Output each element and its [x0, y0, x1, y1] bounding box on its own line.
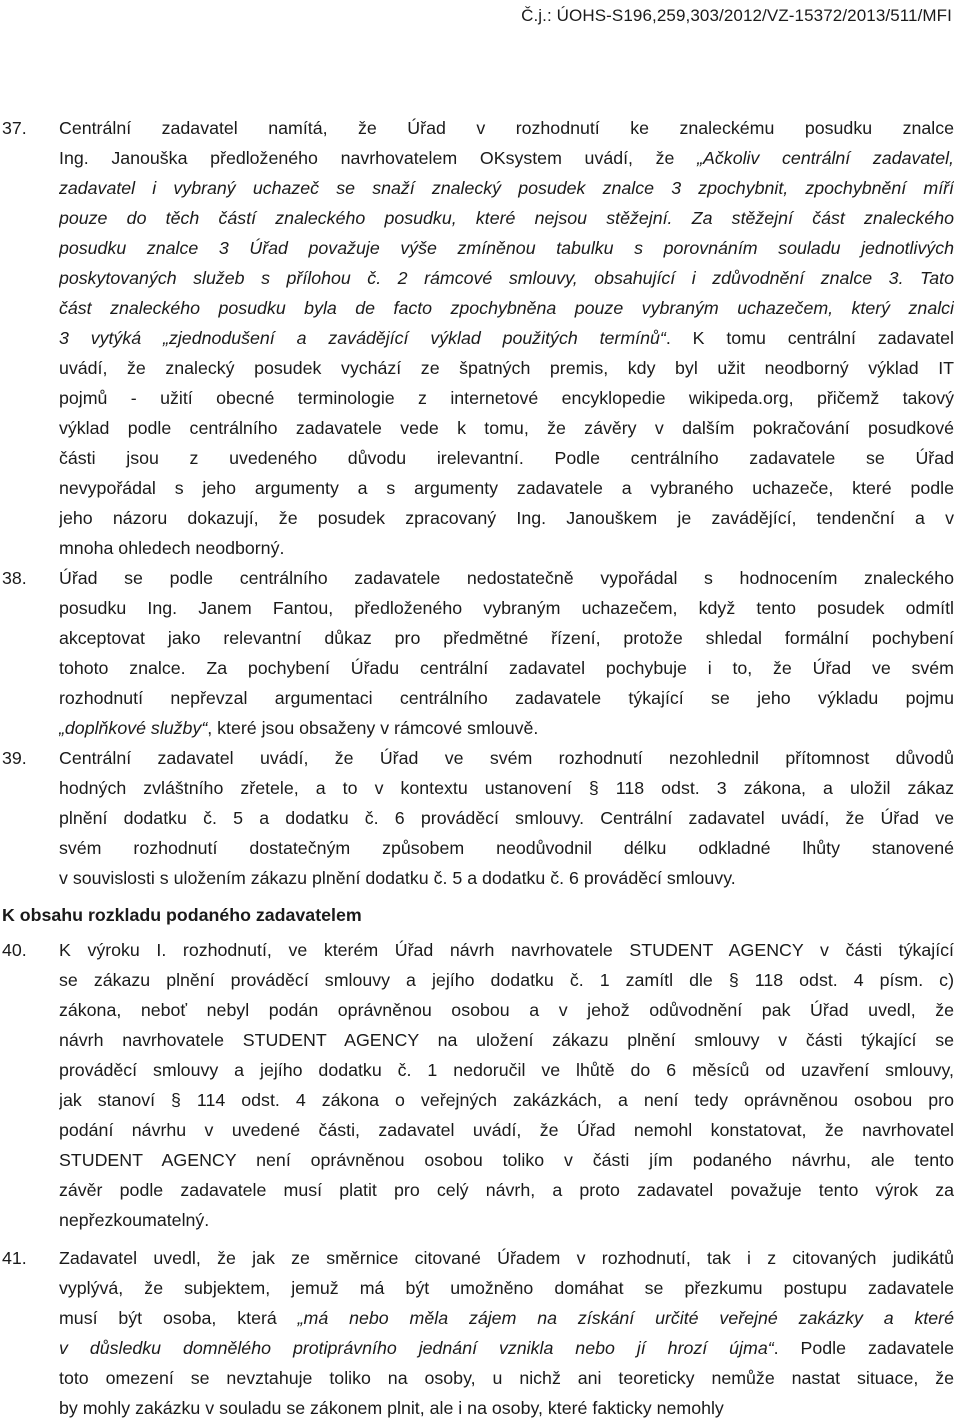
- paragraph-line: [59, 203, 954, 233]
- paragraph-line: [59, 1115, 954, 1145]
- italic-quote-text: posudku znalce 3 Úřad považuje výše zmíněnou tabulku s porovnáním souladu jednotlivých: [59, 238, 954, 258]
- body-text: podání návrhu v uvedené části, zadavatel uvádí, že Úřad nemohl konstatovat, že navrhovatel: [59, 1120, 954, 1140]
- paragraph-line: [59, 623, 954, 653]
- italic-quote-text: pouze do těch částí znaleckého posudku, které nejsou stěžejní. Za stěžejní část znaleckého: [59, 208, 954, 228]
- paragraph-line: [59, 1205, 954, 1235]
- paragraph-line: [59, 113, 954, 143]
- paragraph-number: 38.: [2, 568, 27, 588]
- paragraph-line: [59, 773, 954, 803]
- paragraph-line: [59, 1243, 954, 1273]
- body-text: se zákazu plnění prováděcí smlouvy a jejího dodatku č. 1 zamítl dle § 118 odst. 4 písm. c): [59, 970, 954, 990]
- paragraph-line: [59, 173, 954, 203]
- italic-quote-text: část znaleckého posudku byla de facto zpochybněna pouze vybraným uchazečem, který znalci: [59, 298, 954, 318]
- paragraph-line: [59, 503, 954, 533]
- italic-quote-text: „doplňkové služby“: [59, 718, 208, 738]
- paragraph-line: [59, 1363, 954, 1393]
- body-text: K výroku I. rozhodnutí, ve kterém Úřad návrh navrhovatele STUDENT AGENCY v části týkající: [59, 940, 954, 960]
- section-heading: K obsahu rozkladu podaného zadavatelem: [2, 905, 362, 925]
- paragraph-line: [59, 995, 954, 1025]
- paragraph-line: [59, 1085, 954, 1115]
- paragraph-line: [59, 1175, 954, 1205]
- body-text: posudku Ing. Janem Fantou, předloženého vybraným uchazečem, když tento posudek odmítl: [59, 598, 954, 618]
- body-text: prováděcí smlouvy a jejího dodatku č. 1 nedoručil ve lhůtě do 6 měsíců od uzavření smlouvy,: [59, 1060, 954, 1080]
- body-text: zákona, neboť nebyl podán oprávněnou osobou a v jehož odůvodnění pak Úřad uvedl, že: [59, 1000, 954, 1020]
- body-text: tohoto znalce. Za pochybení Úřadu centrální zadavatel pochybuje i to, že Úřad ve svém: [59, 658, 954, 678]
- italic-quote-text: „má nebo měla zájem na získání určité veřejné zakázky a které: [297, 1308, 954, 1328]
- body-text: . K tomu centrální zadavatel: [665, 328, 954, 348]
- paragraph-line: [59, 323, 954, 353]
- body-text: nevypořádal s jeho argumenty a s argumenty zadavatele a vybraného uchazeče, které podle: [59, 478, 954, 498]
- paragraph-line: [59, 443, 954, 473]
- body-text: akceptovat jako relevantní důkaz pro předmětné řízení, protože shledal formální pochybení: [59, 628, 954, 648]
- body-text: nepřezkoumatelný.: [59, 1210, 210, 1230]
- paragraph-line: [59, 1333, 954, 1363]
- body-text: Centrální zadavatel namítá, že Úřad v rozhodnutí ke znaleckému posudku znalce: [59, 118, 954, 138]
- paragraph-number: 40.: [2, 940, 27, 960]
- body-text: musí být osoba, která: [59, 1308, 298, 1328]
- body-text: vyplývá, že subjektem, jemuž má být umožněno domáhat se přezkumu postupu zadavatele: [59, 1278, 954, 1298]
- paragraph-line: [59, 1393, 954, 1423]
- body-text: rozhodnutí nepřevzal argumentaci centrálního zadavatele týkající se jeho výkladu pojmu: [59, 688, 954, 708]
- body-text: svém rozhodnutí dostatečným způsobem neodůvodnil délku odkladné lhůty stanovené: [59, 838, 954, 858]
- paragraph-line: [59, 533, 954, 563]
- paragraph-line: [59, 803, 954, 833]
- italic-quote-text: 3 vytýká „zjednodušení a zavádějící výklad použitých termínů“: [59, 328, 666, 348]
- paragraph-line: [59, 593, 954, 623]
- body-text: návrh navrhovatele STUDENT AGENCY na uložení zákazu plnění smlouvy v části týkající se: [59, 1030, 954, 1050]
- paragraph-line: [59, 1055, 954, 1085]
- paragraph-number: 37.: [2, 118, 27, 138]
- body-text: výklad podle centrálního zadavatele vede k tomu, že závěry v dalším pokračování posudkové: [59, 418, 954, 438]
- body-text: uvádí, že znalecký posudek vychází ze špatných premis, kdy byl užit neodborný výklad IT: [59, 358, 954, 378]
- body-text: jak stanoví § 114 odst. 4 zákona o veřejných zakázkách, a není tedy oprávněnou osobou pro: [59, 1090, 954, 1110]
- paragraph-line: [59, 833, 954, 863]
- italic-quote-text: zadavatel i vybraný uchazeč se snaží znalecký posudek znalce 3 zpochybnit, zpochybnění míří: [59, 178, 954, 198]
- body-text: pojmů - užití obecné terminologie z internetové encyklopedie wikipeda.org, přičemž takový: [59, 388, 954, 408]
- paragraph-line: [59, 713, 954, 743]
- body-text: , které jsou obsaženy v rámcové smlouvě.: [207, 718, 539, 738]
- paragraph-line: [59, 473, 954, 503]
- body-text: plnění dodatku č. 5 a dodatku č. 6 prováděcí smlouvy. Centrální zadavatel uvádí, že Úřad ve: [59, 808, 954, 828]
- paragraph-line: [59, 1273, 954, 1303]
- paragraph-line: [59, 653, 954, 683]
- body-text: části jsou z uvedeného důvodu irelevantní. Podle centrálního zadavatele se Úřad: [59, 448, 954, 468]
- italic-quote-text: „Ačkoliv centrální zadavatel,: [697, 148, 954, 168]
- italic-quote-text: poskytovaných služeb s přílohou č. 2 rámcové smlouvy, obsahující i zdůvodnění znalce 3. Tato: [59, 268, 954, 288]
- paragraph-number: 39.: [2, 748, 27, 768]
- body-text: STUDENT AGENCY není oprávněnou osobou toliko v části jím podaného návrhu, ale tento: [59, 1150, 954, 1170]
- paragraph-line: [59, 1303, 954, 1333]
- body-text: jeho názoru dokazují, že posudek zpracovaný Ing. Janouškem je zavádějící, tendenční a v: [59, 508, 954, 528]
- paragraph-number: 41.: [2, 1248, 27, 1268]
- paragraph-line: [59, 293, 954, 323]
- body-text: hodných zvláštního zřetele, a to v kontextu ustanovení § 118 odst. 3 zákona, a uložil zákaz: [59, 778, 954, 798]
- paragraph-line: [59, 233, 954, 263]
- body-text: Ing. Janouška předloženého navrhovatelem OKsystem uvádí, že: [59, 148, 698, 168]
- body-text: . Podle zadavatele: [773, 1338, 954, 1358]
- paragraph-line: [59, 1025, 954, 1055]
- italic-quote-text: v důsledku domnělého protiprávního jednání vznikla nebo jí hrozí újma“: [59, 1338, 774, 1358]
- paragraph-line: [59, 383, 954, 413]
- paragraph-line: [59, 563, 954, 593]
- body-text: mnoha ohledech neodborný.: [59, 538, 285, 558]
- paragraph-line: [59, 413, 954, 443]
- document-reference-header: Č.j.: ÚOHS-S196,259,303/2012/VZ-15372/2013/511/MFI: [521, 6, 952, 25]
- paragraph-line: [59, 143, 954, 173]
- paragraph-line: [59, 965, 954, 995]
- paragraph-line: [59, 353, 954, 383]
- body-text: Centrální zadavatel uvádí, že Úřad ve svém rozhodnutí nezohlednil přítomnost důvodů: [59, 748, 954, 768]
- body-text: toto omezení se nevztahuje toliko na osoby, u nichž ani teoreticky nemůže nastat situace, že: [59, 1368, 954, 1388]
- paragraph-line: [59, 863, 954, 893]
- paragraph-line: [59, 263, 954, 293]
- body-text: by mohly zakázku v souladu se zákonem plnit, ale i na osoby, které fakticky nemohly: [59, 1398, 724, 1418]
- paragraph-line: [59, 743, 954, 773]
- body-text: Úřad se podle centrálního zadavatele nedostatečně vypořádal s hodnocením znaleckého: [59, 568, 954, 588]
- paragraph-line: [59, 1145, 954, 1175]
- paragraph-line: [59, 683, 954, 713]
- body-text: v souvislosti s uložením zákazu plnění dodatku č. 5 a dodatku č. 6 prováděcí smlouvy.: [59, 868, 736, 888]
- body-text: Zadavatel uvedl, že jak ze směrnice citované Úřadem v rozhodnutí, tak i z citovaných judikátů: [59, 1248, 954, 1268]
- paragraph-line: [59, 935, 954, 965]
- body-text: závěr podle zadavatele musí platit pro celý návrh, a proto zadavatel považuje tento výrok za: [59, 1180, 954, 1200]
